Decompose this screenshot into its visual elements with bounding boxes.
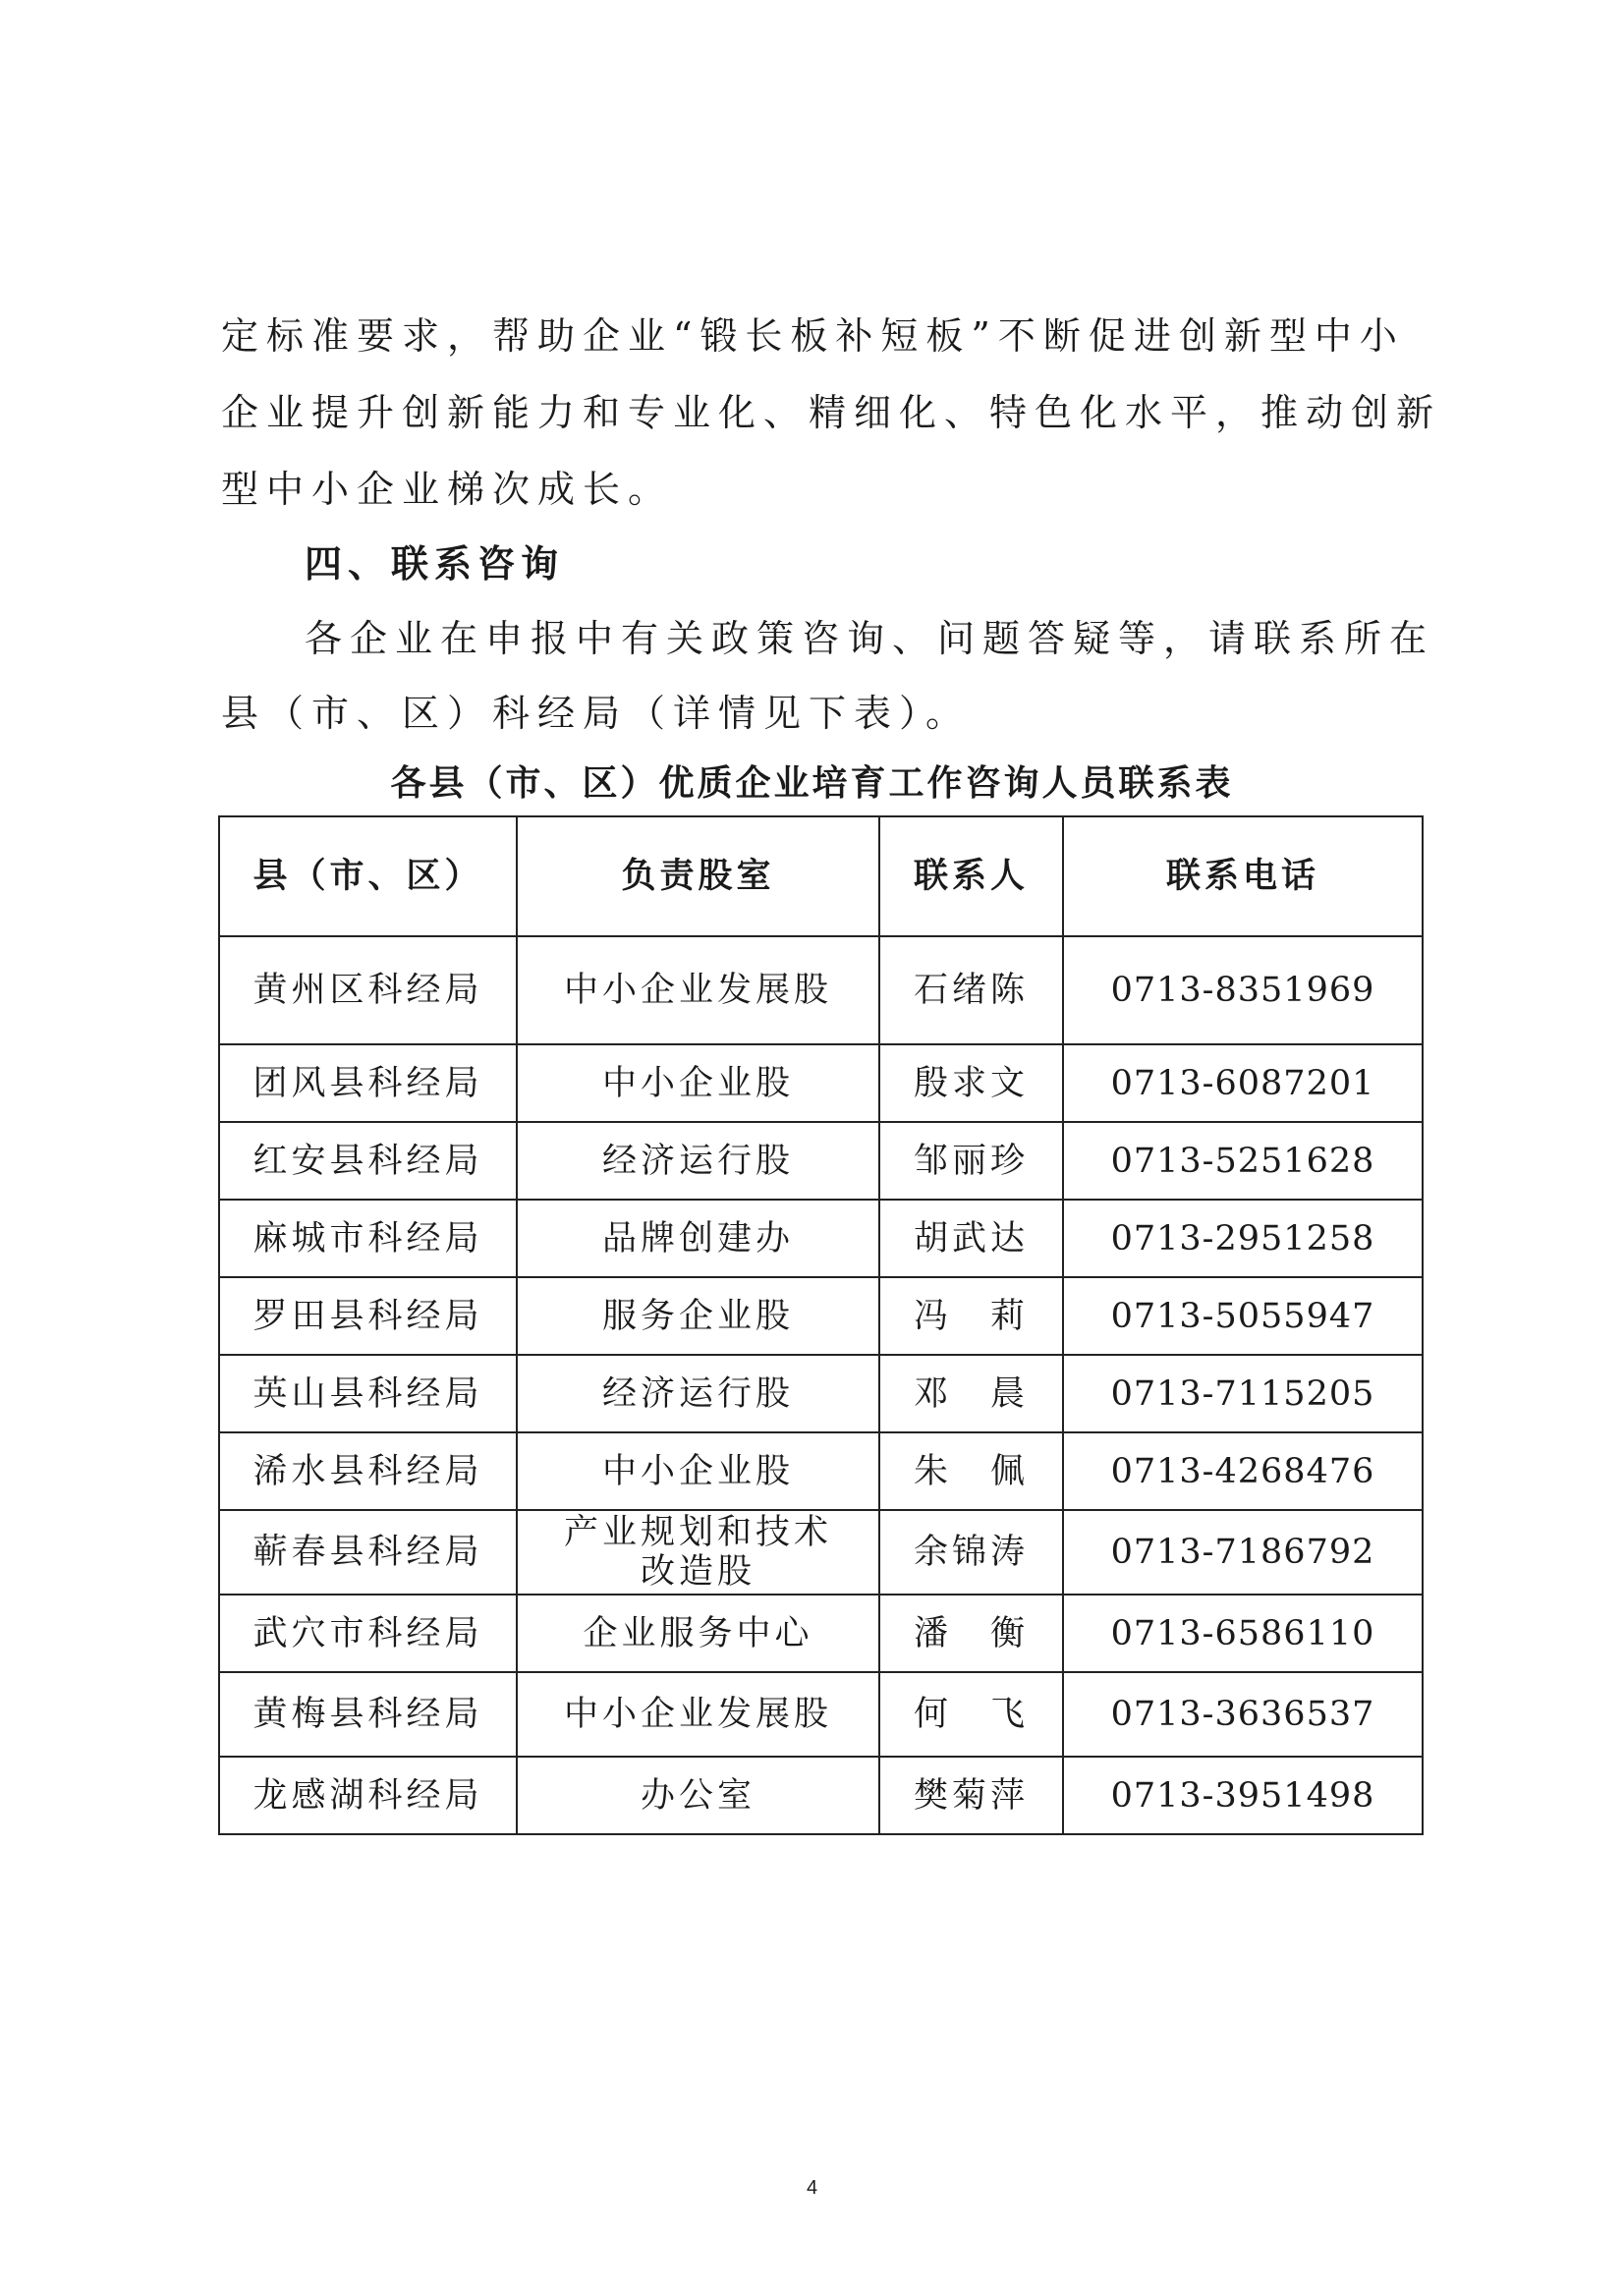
table-row: [219, 1510, 1423, 1595]
cell-department: 办公室: [517, 1757, 879, 1834]
header-contact: 联系人: [879, 816, 1063, 936]
table-header-row: [219, 816, 1423, 936]
cell-department: 服务企业股: [517, 1277, 879, 1355]
cell-phone: 0713-5055947: [1063, 1277, 1423, 1355]
cell-county: 红安县科经局: [219, 1122, 517, 1200]
paragraph-line: 定标准要求，帮助企业“锻长板补短板”不断促进创新型中小: [221, 314, 1405, 358]
cell-contact: 朱 佩: [879, 1432, 1063, 1510]
cell-phone: 0713-6586110: [1063, 1595, 1423, 1672]
table-row: [219, 936, 1423, 1044]
cell-county: 蕲春县科经局: [219, 1510, 517, 1595]
section-heading: 四、联系咨询: [305, 542, 565, 586]
table-row: [219, 1044, 1423, 1122]
cell-contact: 邓 晨: [879, 1355, 1063, 1432]
cell-contact: 邹丽珍: [879, 1122, 1063, 1200]
cell-department: 中小企业股: [517, 1432, 879, 1510]
cell-department: 经济运行股: [517, 1122, 879, 1200]
header-department: 负责股室: [517, 816, 879, 936]
header-county: 县（市、区）: [219, 816, 517, 936]
cell-county: 浠水县科经局: [219, 1432, 517, 1510]
cell-department: 中小企业发展股: [517, 1672, 879, 1757]
cell-department: 中小企业发展股: [517, 936, 879, 1044]
table-row: [219, 1672, 1423, 1757]
cell-county: 麻城市科经局: [219, 1200, 517, 1277]
cell-contact: 胡武达: [879, 1200, 1063, 1277]
cell-phone: 0713-2951258: [1063, 1200, 1423, 1277]
cell-county: 罗田县科经局: [219, 1277, 517, 1355]
paragraph-line: 企业提升创新能力和专业化、精细化、特色化水平，推动创新: [221, 391, 1442, 434]
cell-contact: 冯 莉: [879, 1277, 1063, 1355]
table-row: [219, 1277, 1423, 1355]
header-phone: 联系电话: [1063, 816, 1423, 936]
contacts-table: [218, 815, 1424, 1835]
cell-department: 企业服务中心: [517, 1595, 879, 1672]
cell-contact: 潘 衡: [879, 1595, 1063, 1672]
cell-contact: 余锦涛: [879, 1510, 1063, 1595]
table-row: [219, 1200, 1423, 1277]
cell-department: 产业规划和技术改造股: [517, 1510, 879, 1595]
cell-contact: 石绪陈: [879, 936, 1063, 1044]
table-row: [219, 1432, 1423, 1510]
cell-county: 黄梅县科经局: [219, 1672, 517, 1757]
cell-county: 武穴市科经局: [219, 1595, 517, 1672]
cell-phone: 0713-7186792: [1063, 1510, 1423, 1595]
table-row: [219, 1757, 1423, 1834]
table-row: [219, 1122, 1423, 1200]
cell-contact: 樊菊萍: [879, 1757, 1063, 1834]
table-row: [219, 1595, 1423, 1672]
cell-phone: 0713-6087201: [1063, 1044, 1423, 1122]
cell-contact: 何 飞: [879, 1672, 1063, 1757]
paragraph-line: 县（市、区）科经局（详情见下表）。: [221, 692, 972, 735]
cell-phone: 0713-4268476: [1063, 1432, 1423, 1510]
cell-phone: 0713-7115205: [1063, 1355, 1423, 1432]
cell-county: 英山县科经局: [219, 1355, 517, 1432]
cell-county: 团风县科经局: [219, 1044, 517, 1122]
cell-county: 黄州区科经局: [219, 936, 517, 1044]
page-number: 4: [806, 2177, 818, 2199]
cell-department: 品牌创建办: [517, 1200, 879, 1277]
table-title: 各县（市、区）优质企业培育工作咨询人员联系表: [390, 763, 1234, 804]
cell-department: 中小企业股: [517, 1044, 879, 1122]
paragraph-line: 各企业在申报中有关政策咨询、问题答疑等，请联系所在: [305, 617, 1435, 660]
cell-contact: 殷求文: [879, 1044, 1063, 1122]
cell-county: 龙感湖科经局: [219, 1757, 517, 1834]
cell-phone: 0713-5251628: [1063, 1122, 1423, 1200]
cell-phone: 0713-3951498: [1063, 1757, 1423, 1834]
cell-department: 经济运行股: [517, 1355, 879, 1432]
cell-phone: 0713-8351969: [1063, 936, 1423, 1044]
paragraph-line: 型中小企业梯次成长。: [221, 468, 674, 511]
table-row: [219, 1355, 1423, 1432]
cell-phone: 0713-3636537: [1063, 1672, 1423, 1757]
